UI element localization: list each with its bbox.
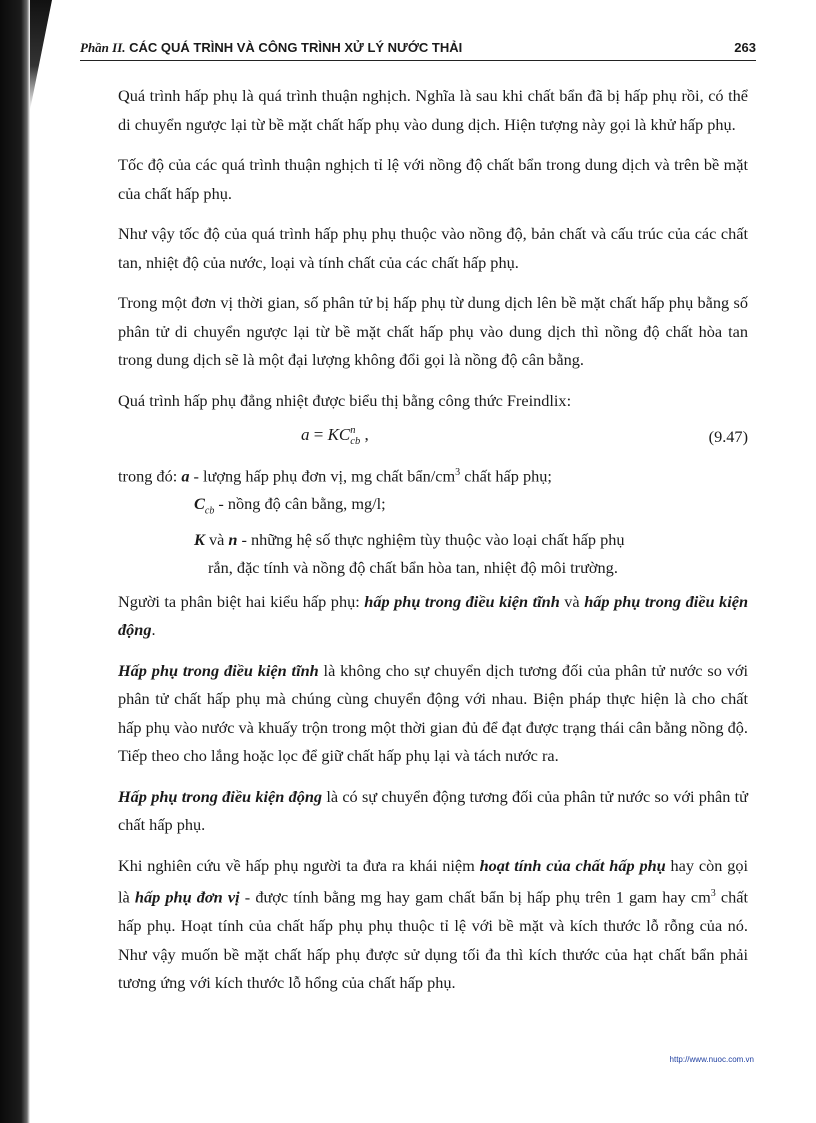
header-title [80,40,462,56]
paragraph-6 [118,588,748,645]
formula-subscript: cb [350,436,361,448]
formula-lhs: a [301,425,310,444]
paragraph-4: Trong một đơn vị thời gian, số phân tử bị hấp phụ từ dung dịch lên bề mặt chất hấp phụ bằng số phân tử di chuyển ngược lại từ bề mặt chất hấp phụ vào dung dịch thì nồng độ chất hòa tan trong dung dịch sẽ là một đại lượng không đổi gọi là nồng độ cân bằng. [118,293,748,369]
p7-emphasis: Hấp phụ trong điều kiện tĩnh [118,660,319,680]
header-part-label: Phần II. [80,40,126,55]
p7-text: là không cho sự chuyển dịch tương đối của phân tử nước so với phân tử chất hấp phụ mà chúng cùng chuyển động với nhau. Biện pháp thực hiện là cho chất hấp phụ vào nước và khuấy trộn trong một thời gian đủ để đạt được trạng thái cân bằng nồng độ. Tiếp theo cho lắng hoặc lọc để giữ chất hấp phụ lại và tách nước ra. [118,660,748,766]
p9-text-1: Khi nghiên cứu về hấp phụ người ta đưa ra khái niệm [118,855,480,875]
p8-text: là có sự chuyển động tương đối của phân tử nước so với phân tử chất hấp phụ. [118,786,748,835]
definition-a-sup: 3 [455,467,461,478]
page-number: 263 [734,40,756,55]
page-header [80,38,756,61]
equation-number: (9.47) [708,427,748,446]
header-chapter-title: CÁC QUÁ TRÌNH VÀ CÔNG TRÌNH XỬ LÝ NƯỚC THẢI [129,40,463,55]
p6-emphasis-1: hấp phụ trong điều kiện tĩnh [364,591,560,611]
p9-text-3: - được tính bằng mg hay gam chất bẩn bị hấp phụ trên 1 gam hay cm [239,887,711,907]
symbol-c: C [194,494,205,514]
p9-emphasis-1: hoạt tính của chất hấp phụ [479,855,666,875]
p6-text-3: . [151,620,156,640]
paragraph-9 [118,852,748,998]
formula-kc: KC [327,425,351,444]
p9-sup: 3 [710,888,716,900]
definition-k-and: và [204,529,229,549]
paragraph-5: Quá trình hấp phụ đẳng nhiệt được biểu thị bằng công thức Freindlix: [118,390,572,410]
p9-emphasis-2: hấp phụ đơn vị [134,887,240,907]
definition-c-text: - nồng độ cân bằng, mg/l; [214,494,386,514]
definition-a [118,459,748,490]
book-spine-shadow [0,0,46,1123]
definition-k-continued: rắn, đặc tính và nồng độ chất bẩn hòa tan, nhiệt độ môi trường. [208,557,618,577]
page-body [118,82,748,1010]
paragraph-2: Tốc độ của các quá trình thuận nghịch tỉ lệ với nồng độ chất bẩn trong dung dịch và trên bề mặt của chất hấp phụ. [118,155,748,203]
formula-exponent: n [350,425,356,437]
definition-a-tail: chất hấp phụ; [460,466,552,486]
definition-a-text: - lượng hấp phụ đơn vị, mg chất bẩn/cm [189,466,456,486]
paragraph-7 [118,657,748,771]
definition-lead: trong đó: [118,466,182,486]
p9-text-2: hay còn gọi là [118,855,749,907]
footer-url-link[interactable]: http://www.nuoc.com.vn [669,1055,754,1064]
symbol-n: n [228,529,238,549]
freundlich-formula [301,425,369,447]
p8-emphasis: Hấp phụ trong điều kiện động [118,786,323,806]
definition-k-text: - những hệ số thực nghiệm tùy thuộc vào loại chất hấp phụ [237,529,625,549]
p9-text-4: chất hấp phụ. Hoạt tính của chất hấp phụ phụ thuộc tỉ lệ với bề mặt và kích thước lỗ rỗng của nó. Như vậy muốn bề mặt chất hấp phụ được sử dụng tối đa thì kích thước của hạt chất bẩn phải tương ứng với kích thước lỗ hổng của chất hấp phụ. [118,887,749,993]
symbol-k: K [194,529,205,549]
paragraph-3: Như vậy tốc độ của quá trình hấp phụ phụ thuộc vào nồng độ, bản chất và cấu trúc của các chất tan, nhiệt độ của nước, loại và tính chất của các chất hấp phụ. [118,224,748,272]
formula-subsup [350,425,360,447]
definition-c [118,490,748,525]
p6-text-1: Người ta phân biệt hai kiểu hấp phụ: [118,591,365,611]
formula-tail: , [360,425,369,444]
formula-equals: = [309,425,328,444]
symbol-a: a [181,466,190,486]
p6-emphasis-2: hấp phụ trong điều kiện động [118,591,748,640]
p6-text-2: và [559,591,585,611]
symbol-c-sub: cb [204,505,215,517]
definition-k [118,526,748,554]
formula-row [118,421,748,457]
paragraph-1: Quá trình hấp phụ là quá trình thuận nghịch. Nghĩa là sau khi chất bẩn đã bị hấp phụ rồi, có thể di chuyển ngược lại từ bề mặt chất hấp phụ vào dung dịch. Hiện tượng này gọi là khử hấp phụ. [118,86,748,134]
paragraph-8 [118,783,748,840]
